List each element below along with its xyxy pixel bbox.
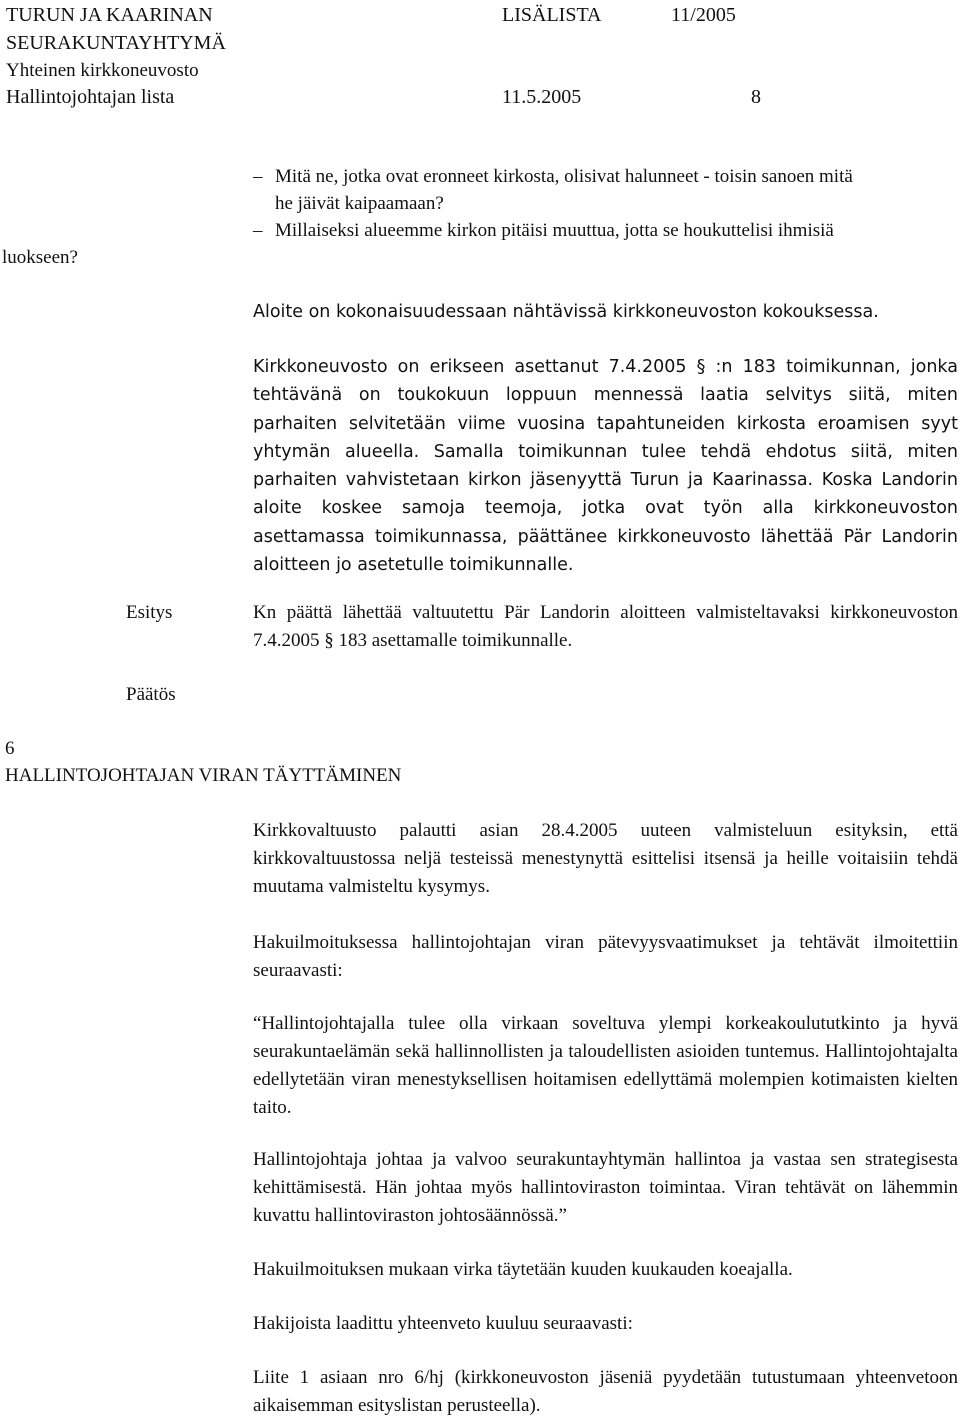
quoted-requirements [253, 1010, 958, 1122]
proposal-text: Kn päättä lähettää valtuutettu Pär Landorin aloitteen valmisteltavaksi kirkkoneuvoston 7.4.2005 § 183 asettamalle toimikunnalle. [253, 602, 958, 651]
section-title: HALLINTOJOHTAJAN VIRAN TÄYTTÄMINEN [5, 765, 402, 786]
paragraph-probation: Hakuilmoituksen mukaan virka täytetään kuuden kuukauden koeajalla. [253, 1259, 793, 1280]
paragraph-committee: Kirkkoneuvosto on erikseen asettanut 7.4.2005 § :n 183 toimikunnan, jonka tehtävänä on toukokuun loppuun mennessä laatia selvitys siitä, miten parhaiten selvitetään viime vuosina tapahtuneiden kirkosta eroamisen syyt yhtymän alueella. Samalla toimikunnan tulee tehdä ehdotus siitä, miten parhaiten vahvistetaan kirkon jäsenyyttä Turun ja Kaarinassa. Koska Landorin aloite koskee samoja teemoja, jotka ovat työn alla kirkkoneuvoston asettamassa toimikunnassa, päättänee kirkkoneuvosto lähettää Pär Landorin aloitteen jo asetetulle toimikunnalle. [253, 357, 958, 576]
dash-bullet-icon: – [253, 220, 263, 241]
quote-paragraph-1: Hallintojohtajalla tulee olla virkaan soveltuva ylempi korkeakoulututkinto ja hyvä seurakuntaelämän sekä hallinnollisten ja taloudellisten asioiden tuntemus. Hallintojohtajalta edellytetään viran menestyksellisen hoitamisen edellyttämä molempien kotimaisten kielten taito. [253, 1013, 958, 1118]
list-item [253, 163, 958, 217]
close-quote: ” [558, 1205, 567, 1226]
paragraph-returned: Kirkkovaltuusto palautti asian 28.4.2005 uuteen valmisteluun esityksin, että kirkkovaltuustossa neljä testeissä menestynyttä esittelisi itsensä ja heille voitaisiin tehdä muutama valmisteltu kysymys. [253, 820, 958, 897]
list-number: 11/2005 [671, 4, 736, 26]
list-item-text-line1: Mitä ne, jotka ovat eronneet kirkosta, olisivat halunneet - toisin sanoen mitä [275, 166, 853, 187]
wrapped-line-fragment: luokseen? [2, 247, 78, 268]
decision-label: Päätös [126, 684, 176, 705]
paragraph-announcement: Hakuilmoituksessa hallintojohtajan viran pätevyysvaatimukset ja tehtävät ilmoitettiin seuraavasti: [253, 932, 958, 981]
dash-bullet-icon: – [253, 166, 263, 187]
attachment-label: LISÄLISTA [502, 4, 602, 26]
paragraph-available: Aloite on kokonaisuudessaan nähtävissä kirkkoneuvoston kokouksessa. [253, 302, 879, 322]
list-item-text: Millaiseksi alueemme kirkon pitäisi muuttua, jotta se houkuttelisi ihmisiä [275, 220, 834, 241]
section-number: 6 [5, 738, 15, 759]
quote-paragraph-2: Hallintojohtaja johtaa ja valvoo seurakuntayhtymän hallintoa ja vastaa sen strategisesta kehittämisestä. Hän johtaa myös hallintoviraston toimintaa. Viran tehtävät on lähemmin kuvattu hallintoviraston johtosäännössä. [253, 1149, 958, 1226]
page-number: 8 [751, 86, 761, 108]
paragraph-summary: Hakijoista laadittu yhteenveto kuuluu seuraavasti: [253, 1313, 633, 1334]
proposal-label: Esitys [126, 602, 173, 623]
organization-name-line1: TURUN JA KAARINAN [6, 4, 213, 26]
document-date: 11.5.2005 [502, 86, 582, 108]
organization-body: Yhteinen kirkkoneuvosto [6, 60, 199, 81]
list-item-text-line2: he jäivät kaipaamaan? [275, 193, 444, 214]
list-item [253, 217, 958, 244]
open-quote: “ [253, 1013, 262, 1034]
document-kind: Hallintojohtajan lista [6, 86, 175, 108]
organization-name-line2: SEURAKUNTAYHTYMÄ [6, 32, 226, 54]
quoted-duties [253, 1146, 958, 1230]
paragraph-attachment: Liite 1 asiaan nro 6/hj (kirkkoneuvoston jäseniä pyydetään tutustumaan yhteenvetoon aikaisemman esityslistan perusteella). [253, 1367, 958, 1416]
